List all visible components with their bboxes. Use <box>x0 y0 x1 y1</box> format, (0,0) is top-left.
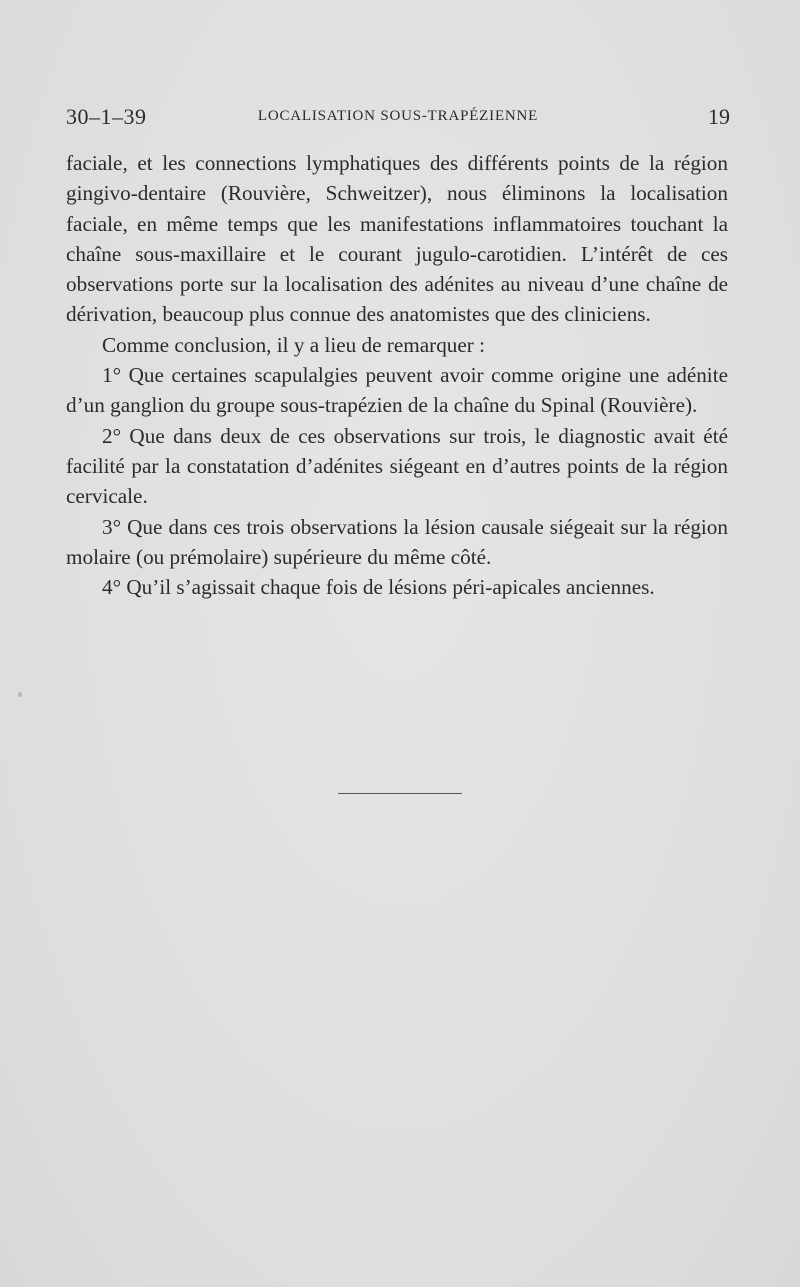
body-text <box>66 148 728 602</box>
paragraph-conclusion-intro: Comme conclusion, il y a lieu de remarquer : <box>102 332 486 357</box>
page-number: 19 <box>708 104 730 129</box>
running-title: LOCALISATION SOUS-TRAPÉZIENNE <box>257 108 539 124</box>
section-end-rule <box>338 793 462 794</box>
paragraph-point-4: 4° Qu’il s’agissait chaque fois de lésions péri-apicales anciennes. <box>102 575 655 600</box>
paragraph-point-3: 3° Que dans ces trois observations la lésion causale siégeait sur la région molaire (ou prémolaire) supérieure du même côté. <box>66 514 728 569</box>
header-date-code: 30–1–39 <box>66 104 147 129</box>
paper-spot <box>18 692 22 697</box>
paragraph-point-1: 1° Que certaines scapulalgies peuvent avoir comme origine une adénite d’un ganglion du groupe sous-trapézien de la chaîne du Spinal (Rouvière). <box>66 363 728 418</box>
running-header <box>66 104 730 134</box>
paragraph-continuation: faciale, et les connections lymphatiques des différents points de la région gingivo-dentaire (Rouvière, Schweitzer), nous éliminons la localisation faciale, en même temps que les manifestations inflammatoires touchant la chaîne sous-maxillaire et le courant jugulo-carotidien. L’intérêt de ces observations porte sur la localisation des adénites au niveau d’une chaîne de dérivation, beaucoup plus connue des anatomistes que des cliniciens. <box>66 151 728 327</box>
paragraph-point-2: 2° Que dans deux de ces observations sur trois, le diagnostic avait été facilité par la constatation d’adénites siégeant en d’autres points de la région cervicale. <box>66 423 728 509</box>
